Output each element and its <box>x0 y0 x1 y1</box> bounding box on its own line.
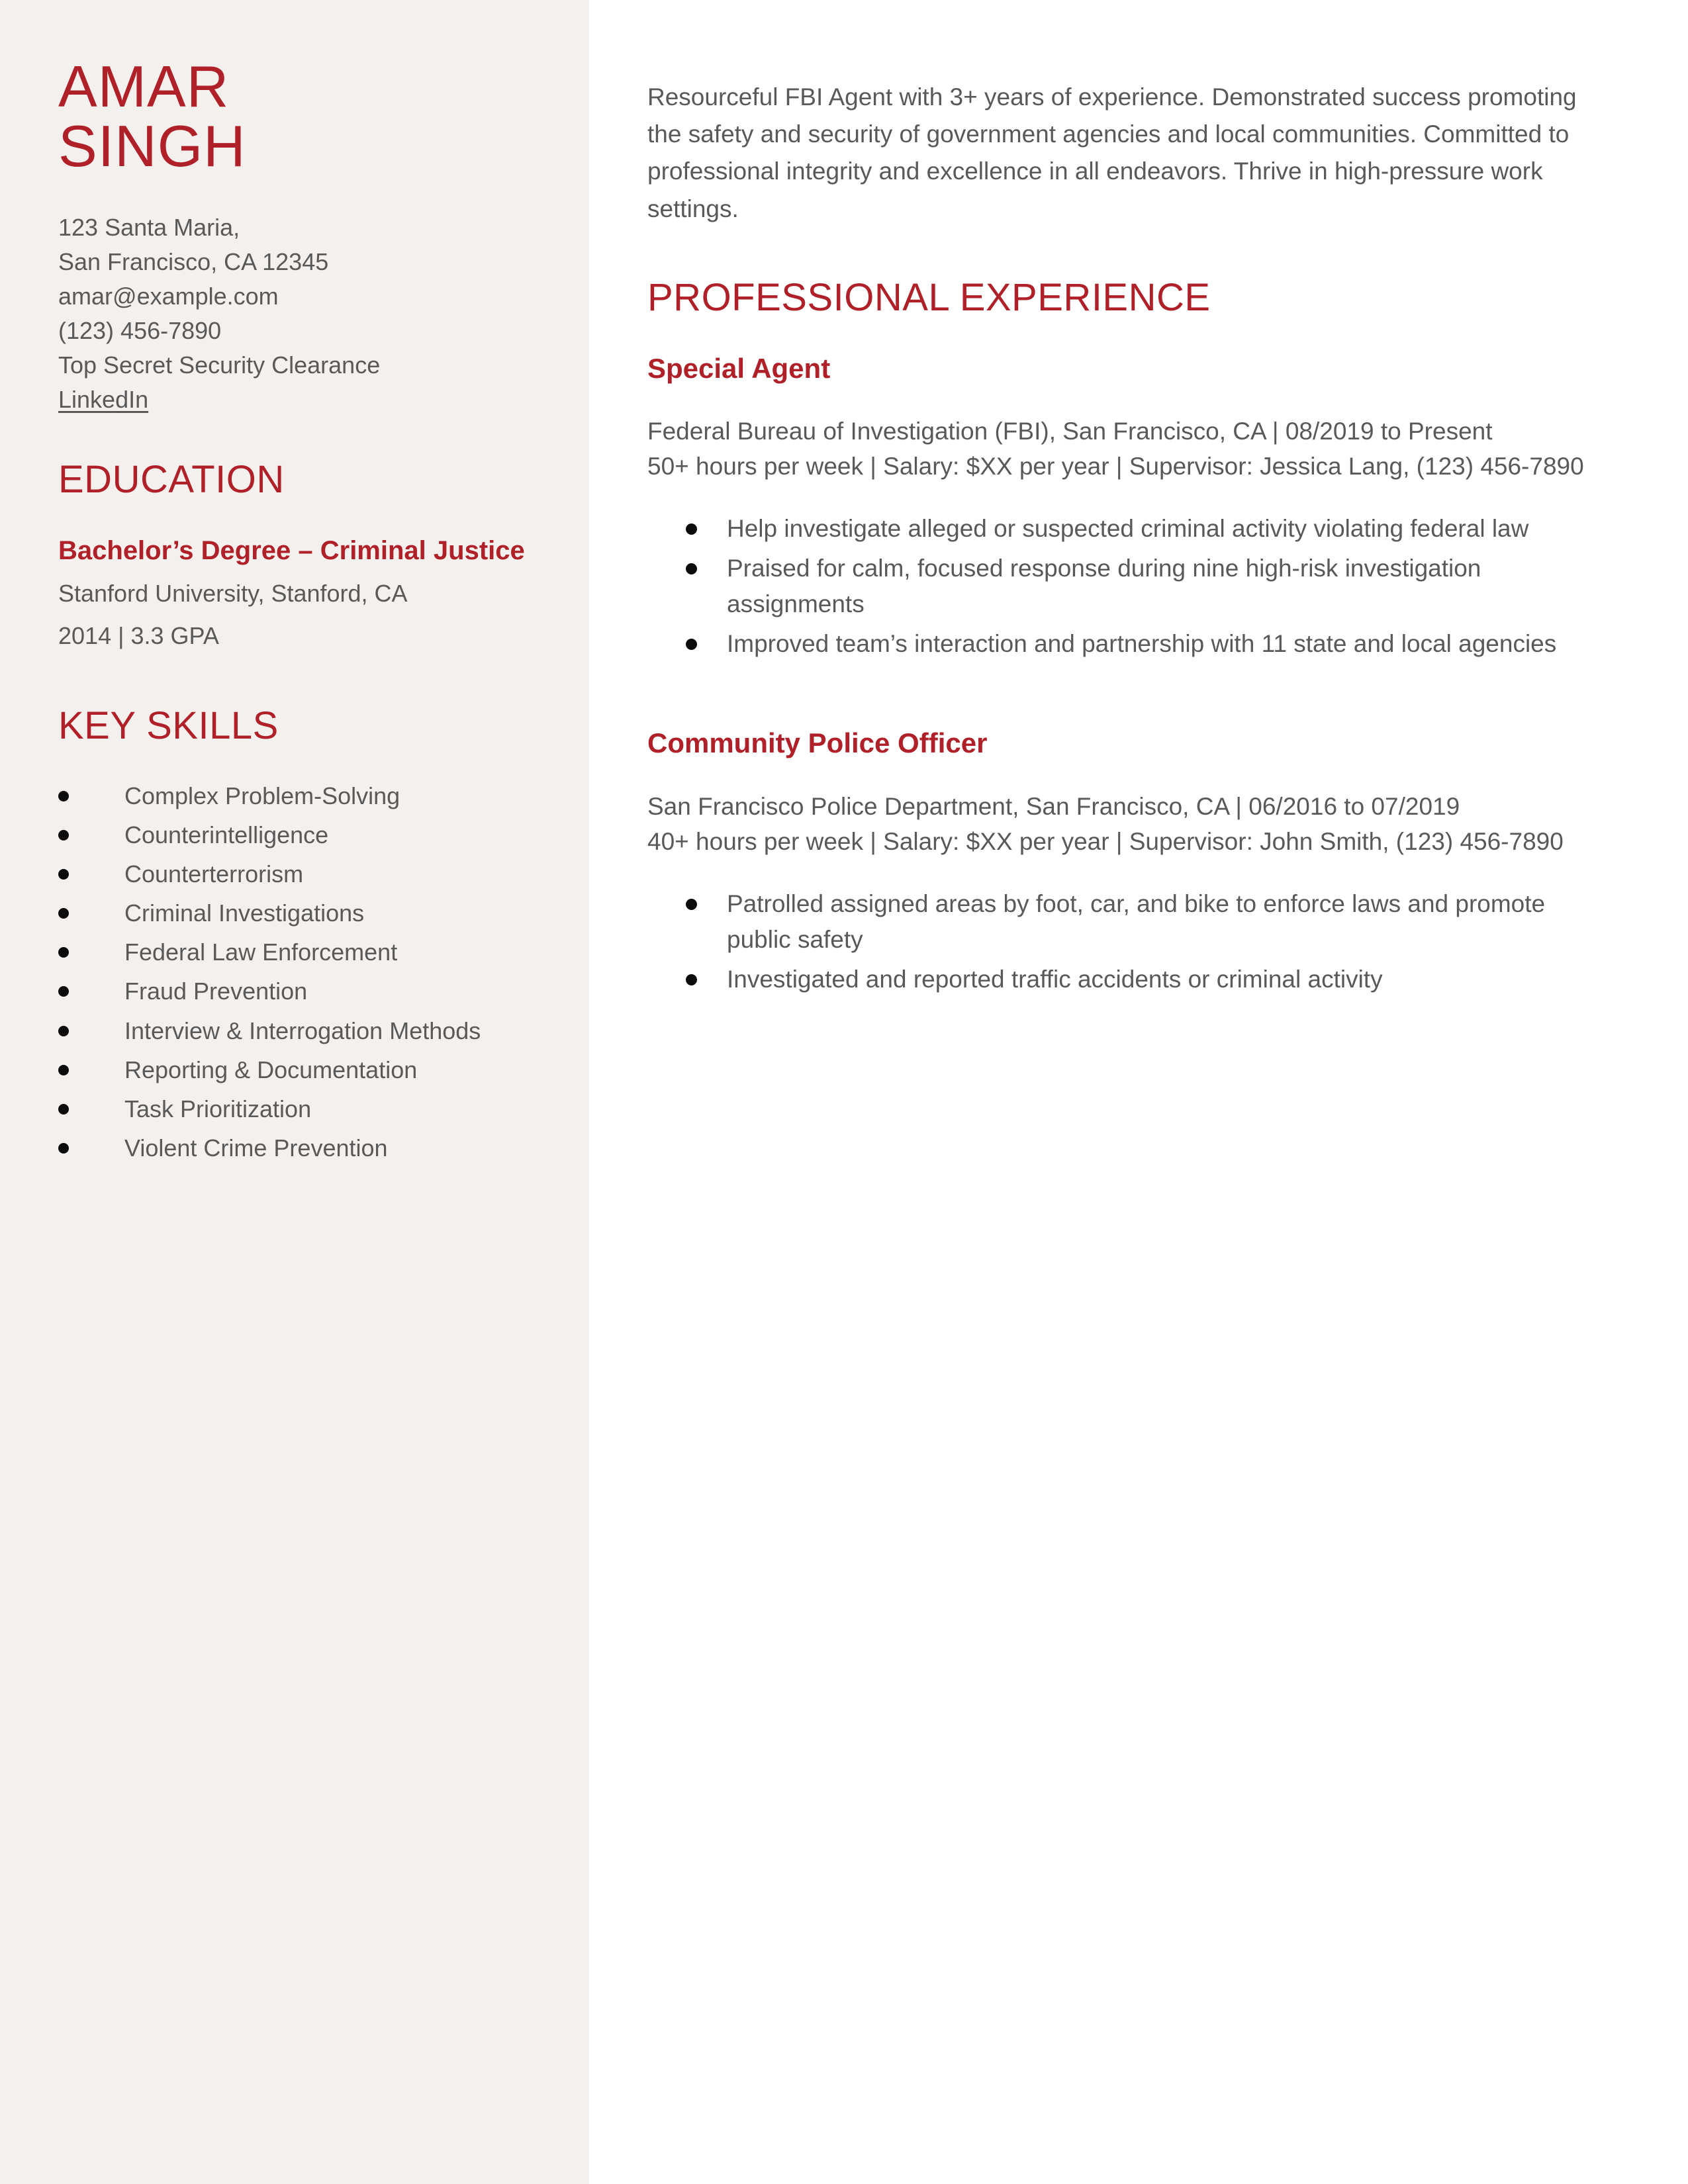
professional-summary: Resourceful FBI Agent with 3+ years of experience. Demonstrated success promoting the safety and security of government agencies and local communities. Committed to professional integrity and excellence in all endeavors. Thrive in high-pressure work settings. <box>647 83 1577 222</box>
key-skills-section-heading: KEY SKILLS <box>58 704 279 747</box>
job-entry-special-agent <box>647 351 1617 662</box>
bullet-dot-icon <box>58 791 69 801</box>
bullet-dot-icon <box>58 1065 69 1075</box>
responsibility-text: Investigated and reported traffic accidents or criminal activity <box>727 965 1383 993</box>
job-title: Community Police Officer <box>647 727 988 759</box>
skill-label: Complex Problem-Solving <box>124 782 400 809</box>
bullet-dot-icon <box>58 1104 69 1115</box>
bullet-dot-icon <box>686 639 697 650</box>
education-year-gpa: 2014 | 3.3 GPA <box>58 621 219 649</box>
responsibility-text: Help investigate alleged or suspected criminal activity violating federal law <box>727 515 1529 543</box>
list-item <box>647 511 1594 547</box>
list-item <box>647 626 1594 662</box>
skill-label: Counterterrorism <box>124 860 304 888</box>
candidate-first-name: AMAR <box>58 54 230 119</box>
responsibility-text: Praised for calm, focused response during nine high-risk investigation assignments <box>727 555 1481 618</box>
list-item <box>58 1131 549 1165</box>
job-responsibilities-list <box>647 511 1594 662</box>
resume-sidebar <box>0 0 589 2184</box>
bullet-dot-icon <box>58 908 69 919</box>
bullet-dot-icon <box>58 1143 69 1154</box>
job-title: Special Agent <box>647 352 831 384</box>
list-item <box>58 1014 549 1048</box>
skill-label: Task Prioritization <box>124 1095 312 1122</box>
skill-label: Interview & Interrogation Methods <box>124 1017 481 1044</box>
education-section-heading: EDUCATION <box>58 457 285 501</box>
list-item <box>58 935 549 969</box>
candidate-last-name: SINGH <box>58 113 246 179</box>
bullet-dot-icon <box>686 899 697 910</box>
list-item <box>58 779 549 813</box>
contact-street-address: 123 Santa Maria, <box>58 213 240 241</box>
contact-email[interactable]: amar@example.com <box>58 282 279 310</box>
list-item <box>647 962 1594 997</box>
education-school: Stanford University, Stanford, CA <box>58 579 408 607</box>
contact-city-state-zip: San Francisco, CA 12345 <box>58 248 329 275</box>
list-item <box>647 551 1594 622</box>
list-item <box>58 818 549 852</box>
bullet-dot-icon <box>686 523 697 535</box>
responsibility-text: Improved team’s interaction and partnership with 11 state and local agencies <box>727 630 1557 658</box>
list-item <box>58 896 549 930</box>
bullet-dot-icon <box>58 869 69 880</box>
bullet-dot-icon <box>58 830 69 841</box>
bullet-dot-icon <box>686 563 697 574</box>
candidate-name <box>58 0 549 179</box>
bullet-dot-icon <box>58 947 69 958</box>
bullet-dot-icon <box>58 1026 69 1036</box>
job-hours-salary-supervisor: 40+ hours per week | Salary: $XX per year | Supervisor: John Smith, (123) 456-7890 <box>647 827 1564 855</box>
job-hours-salary-supervisor: 50+ hours per week | Salary: $XX per year | Supervisor: Jessica Lang, (123) 456-7890 <box>647 453 1584 480</box>
job-employer-location-dates: Federal Bureau of Investigation (FBI), San Francisco, CA | 08/2019 to Present <box>647 418 1493 445</box>
resume-main-column <box>589 0 1688 2184</box>
bullet-dot-icon <box>686 974 697 985</box>
skill-label: Violent Crime Prevention <box>124 1134 388 1161</box>
skill-label: Reporting & Documentation <box>124 1056 418 1083</box>
responsibility-text: Patrolled assigned areas by foot, car, and bike to enforce laws and promote public safety <box>727 889 1546 953</box>
bullet-dot-icon <box>58 986 69 997</box>
job-responsibilities-list <box>647 886 1594 997</box>
skill-label: Criminal Investigations <box>124 899 365 927</box>
list-item <box>58 857 549 891</box>
list-item <box>647 886 1594 958</box>
list-item <box>58 974 549 1008</box>
list-item <box>58 1053 549 1087</box>
contact-info-block <box>58 210 549 418</box>
contact-security-clearance: Top Secret Security Clearance <box>58 351 381 379</box>
job-entry-community-police-officer <box>647 725 1617 997</box>
skill-label: Federal Law Enforcement <box>124 938 398 966</box>
contact-phone: (123) 456-7890 <box>58 317 222 345</box>
list-item <box>58 1092 549 1126</box>
key-skills-list <box>58 779 549 1165</box>
education-degree: Bachelor’s Degree – Criminal Justice <box>58 535 525 565</box>
job-employer-location-dates: San Francisco Police Department, San Francisco, CA | 06/2016 to 07/2019 <box>647 792 1460 820</box>
skill-label: Counterintelligence <box>124 821 329 848</box>
contact-linkedin-link[interactable]: LinkedIn <box>58 386 149 414</box>
professional-experience-heading: PROFESSIONAL EXPERIENCE <box>647 275 1211 319</box>
skill-label: Fraud Prevention <box>124 978 308 1005</box>
